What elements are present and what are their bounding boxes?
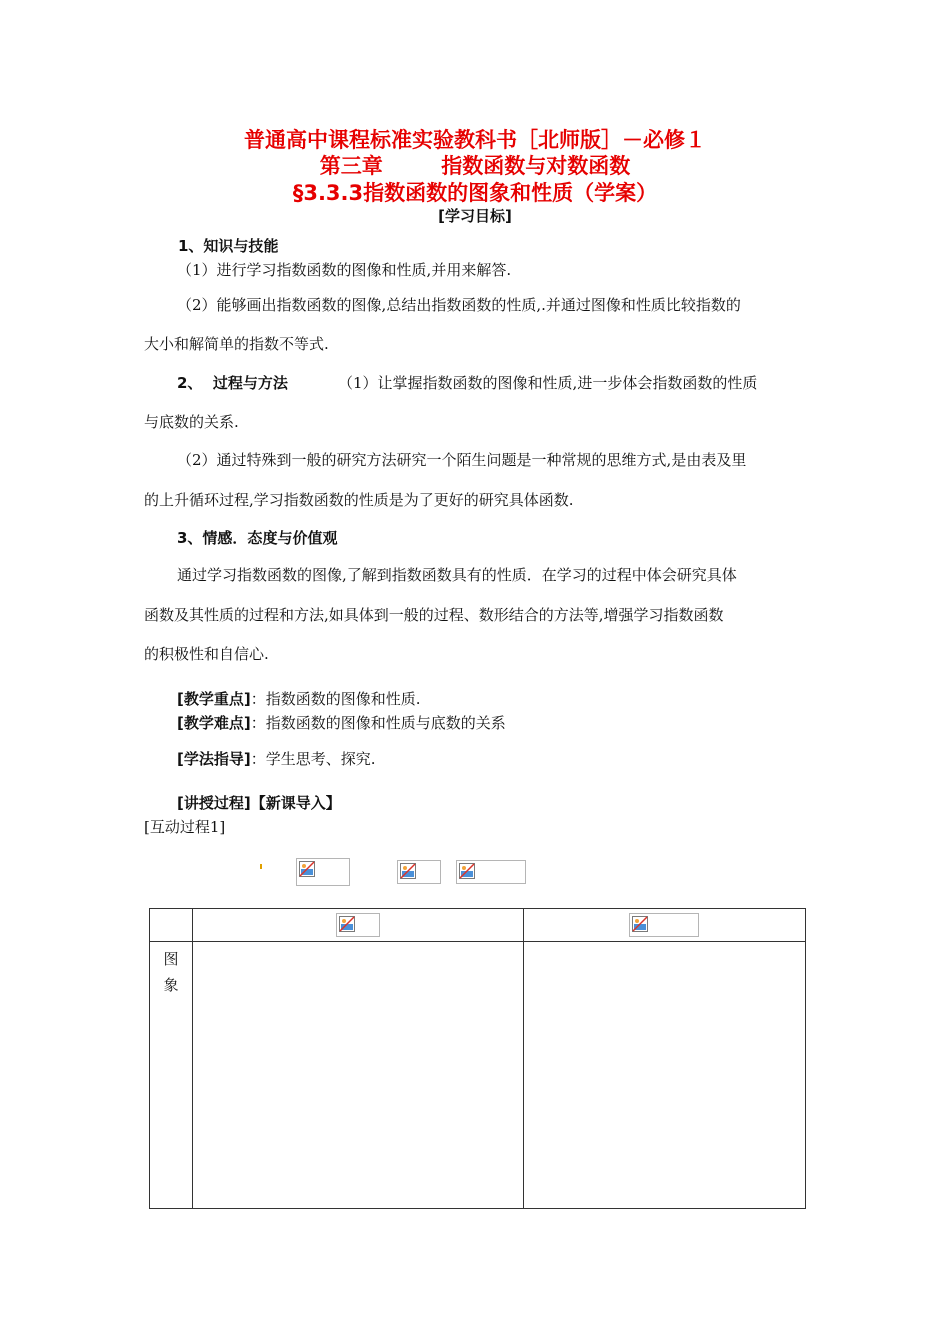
broken-image-icon <box>400 863 416 879</box>
table-header-cell <box>524 909 806 942</box>
broken-image-icon <box>632 916 648 932</box>
broken-image-icon <box>339 916 355 932</box>
row-label-cell <box>150 942 193 1209</box>
header-formula-image-placeholder <box>629 913 699 937</box>
artifact-mark <box>260 864 262 869</box>
teaching-difficulty-text: ：指数函数的图像和性质与底数的关系 <box>250 714 506 732</box>
goal2-item1-line2: 与底数的关系. <box>144 413 239 431</box>
lecture-process-label: [讲授过程]【新课导入】 <box>177 794 341 812</box>
section-label-learning-goals: [学习目标] <box>438 207 512 225</box>
goal1-item2-line2: 大小和解简单的指数不等式. <box>144 335 329 353</box>
teaching-difficulty <box>177 712 506 733</box>
goal3-line3: 的积极性和自信心. <box>144 645 269 663</box>
teaching-focus-label: [教学重点] <box>177 690 251 708</box>
goal2-item1-line1: （1）让掌握指数函数的图像和性质,进一步体会指数函数的性质 <box>338 374 758 392</box>
document-title-line3: §3.3.3指数函数的图象和性质（学案） <box>292 181 658 205</box>
formula-image-placeholder <box>397 860 441 884</box>
graph-table <box>149 908 806 1209</box>
goal1-item2-line1: （2）能够画出指数函数的图像,总结出指数函数的性质,.并通过图像和性质比较指数的 <box>177 296 741 314</box>
goal2-item2-line2: 的上升循环过程,学习指数函数的性质是为了更好的研究具体函数. <box>144 491 574 509</box>
study-method-text: ：学生思考、探究. <box>250 750 376 768</box>
study-method <box>177 748 376 769</box>
formula-image-placeholder <box>456 860 526 884</box>
table-graph-row <box>150 942 806 1209</box>
table-header-cell <box>193 909 524 942</box>
teaching-focus <box>177 688 421 709</box>
formula-image-placeholder <box>296 858 350 886</box>
graph-area-cell <box>524 942 806 1209</box>
row-label-char: 图 <box>163 950 179 968</box>
broken-image-icon <box>459 863 475 879</box>
table-header-row <box>150 909 806 942</box>
interactive-process-label: [互动过程1] <box>144 818 226 836</box>
graph-area-cell <box>193 942 524 1209</box>
row-label-char: 象 <box>163 976 179 994</box>
table-corner-cell <box>150 909 193 942</box>
broken-image-icon <box>299 861 315 877</box>
document-title-line1: 普通高中课程标准实验教科书［北师版］－必修１ <box>244 128 706 152</box>
goal1-item1: （1）进行学习指数函数的图像和性质,并用来解答. <box>177 261 512 279</box>
goal3-heading: 3、情感．态度与价值观 <box>177 529 338 547</box>
document-title-line2: 第三章 指数函数与对数函数 <box>319 154 631 178</box>
teaching-difficulty-label: [教学难点] <box>177 714 251 732</box>
goal2-item2-line1: （2）通过特殊到一般的研究方法研究一个陌生问题是一种常规的思维方式,是由表及里 <box>177 451 747 469</box>
goal2-heading: 2、 过程与方法 <box>177 374 288 392</box>
goal1-heading: 1、知识与技能 <box>178 237 279 255</box>
study-method-label: [学法指导] <box>177 750 251 768</box>
goal3-line1: 通过学习指数函数的图像,了解到指数函数具有的性质．在学习的过程中体会研究具体 <box>177 566 737 584</box>
teaching-focus-text: ：指数函数的图像和性质. <box>250 690 421 708</box>
header-formula-image-placeholder <box>336 913 380 937</box>
goal3-line2: 函数及其性质的过程和方法,如具体到一般的过程、数形结合的方法等,增强学习指数函数 <box>144 606 724 624</box>
